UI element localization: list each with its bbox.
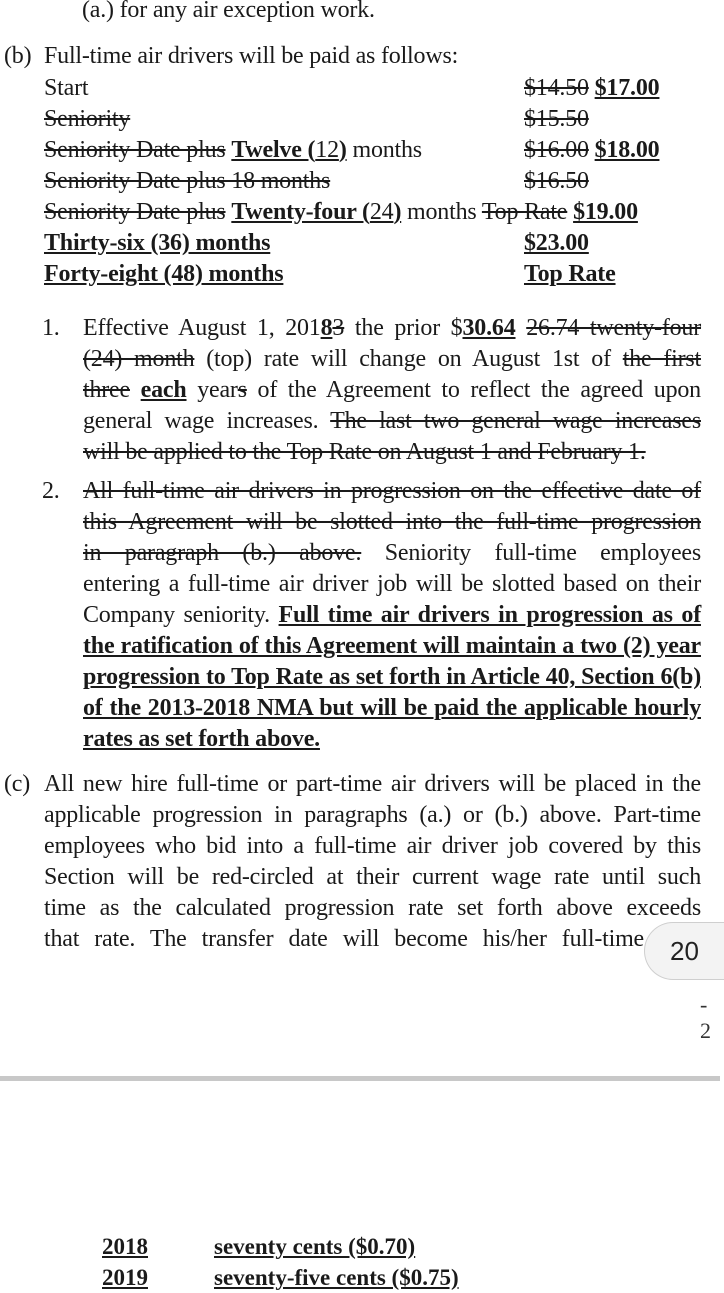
wage-row-label: Seniority Date plus Twelve (12) months xyxy=(44,137,422,163)
paragraph-line: time as the calculated progression rate set forth above exceeds xyxy=(44,895,701,921)
list-item-line: of the 2013-2018 NMA but will be paid the applicable hourly xyxy=(83,695,701,721)
wage-row-label: Start xyxy=(44,75,89,101)
list-item-line: rates as set forth above. xyxy=(83,726,320,752)
paragraph-line: Section will be red-circled at their current wage rate until such xyxy=(44,864,701,890)
list-item-line: Effective August 1, 20183 the prior $30.64 26.74 twenty-four xyxy=(83,315,702,341)
list-item-line: three each years of the Agreement to reflect the agreed upon xyxy=(83,377,701,403)
list-item-line: progression to Top Rate as set forth in Article 40, Section 6(b) xyxy=(83,664,701,690)
paragraph-b-label: (b) xyxy=(4,43,32,69)
wage-row-label: Seniority Date plus 18 months xyxy=(44,168,331,194)
list-item-line: general wage increases. The last two general wage increases xyxy=(83,408,701,434)
list-item-line: will be applied to the Top Rate on August 1 and February 1. xyxy=(83,439,646,465)
wage-row-rate: $16.50 xyxy=(524,168,589,194)
list-item-line: in paragraph (b.) above. Seniority full-time employees xyxy=(83,540,701,566)
year-underline-gap xyxy=(102,1232,212,1262)
wage-increase-year: 2019 xyxy=(102,1265,148,1290)
wage-row-rate: $14.50 $17.00 xyxy=(524,75,660,101)
page-divider xyxy=(0,1076,720,1081)
paragraph-b-intro: Full-time air drivers will be paid as follows: xyxy=(44,43,459,69)
wage-row-rate: Top Rate xyxy=(524,261,616,287)
list-item-line: this Agreement will be slotted into the full-time progression xyxy=(83,509,701,535)
paragraph-line: employees who bid into a full-time air driver job covered by this xyxy=(44,833,701,859)
page-number-badge[interactable]: 20 xyxy=(644,922,724,980)
list-item-line: entering a full-time air driver job will be slotted based on their xyxy=(83,571,701,597)
paragraph-line: All new hire full-time or part-time air drivers will be placed in the xyxy=(44,771,701,797)
wage-increase-amount: seventy-five cents ($0.75) xyxy=(214,1265,459,1290)
wage-row-label: Forty-eight (48) months xyxy=(44,261,284,287)
list-number: 2. xyxy=(42,478,60,504)
wage-row-rate: $16.00 $18.00 xyxy=(524,137,660,163)
wage-row-rate: $15.50 xyxy=(524,106,589,132)
list-item-line: All full-time air drivers in progression on the effective date of xyxy=(83,478,701,504)
paragraph-c-label: (c) xyxy=(4,771,31,797)
paragraph-line: applicable progression in paragraphs (a.) or (b.) above. Part-time xyxy=(44,802,701,828)
paragraph-line: that rate. The transfer date will become his/her full-time xyxy=(44,926,644,952)
page-number-mark: - 2 xyxy=(700,992,711,1043)
list-item-line: Company seniority. Full time air drivers in progression as of xyxy=(83,602,701,628)
wage-increase-year: 2018 xyxy=(102,1234,148,1259)
wage-row-label: Thirty-six (36) months xyxy=(44,230,271,256)
wage-row-label: Seniority xyxy=(44,106,131,132)
list-item-line: the ratification of this Agreement will maintain a two (2) year xyxy=(83,633,701,659)
wage-row-rate: $23.00 xyxy=(524,230,589,256)
wage-increase-amount: seventy cents ($0.70) xyxy=(214,1234,416,1259)
list-item-line: (24) month (top) rate will change on August 1st of the first xyxy=(83,346,701,372)
paragraph-a-tail: (a.) for any air exception work. xyxy=(82,0,375,23)
list-number: 1. xyxy=(42,315,60,341)
wage-row-label: Seniority Date plus Twenty-four (24) months Top Rate $19.00 xyxy=(44,199,638,225)
